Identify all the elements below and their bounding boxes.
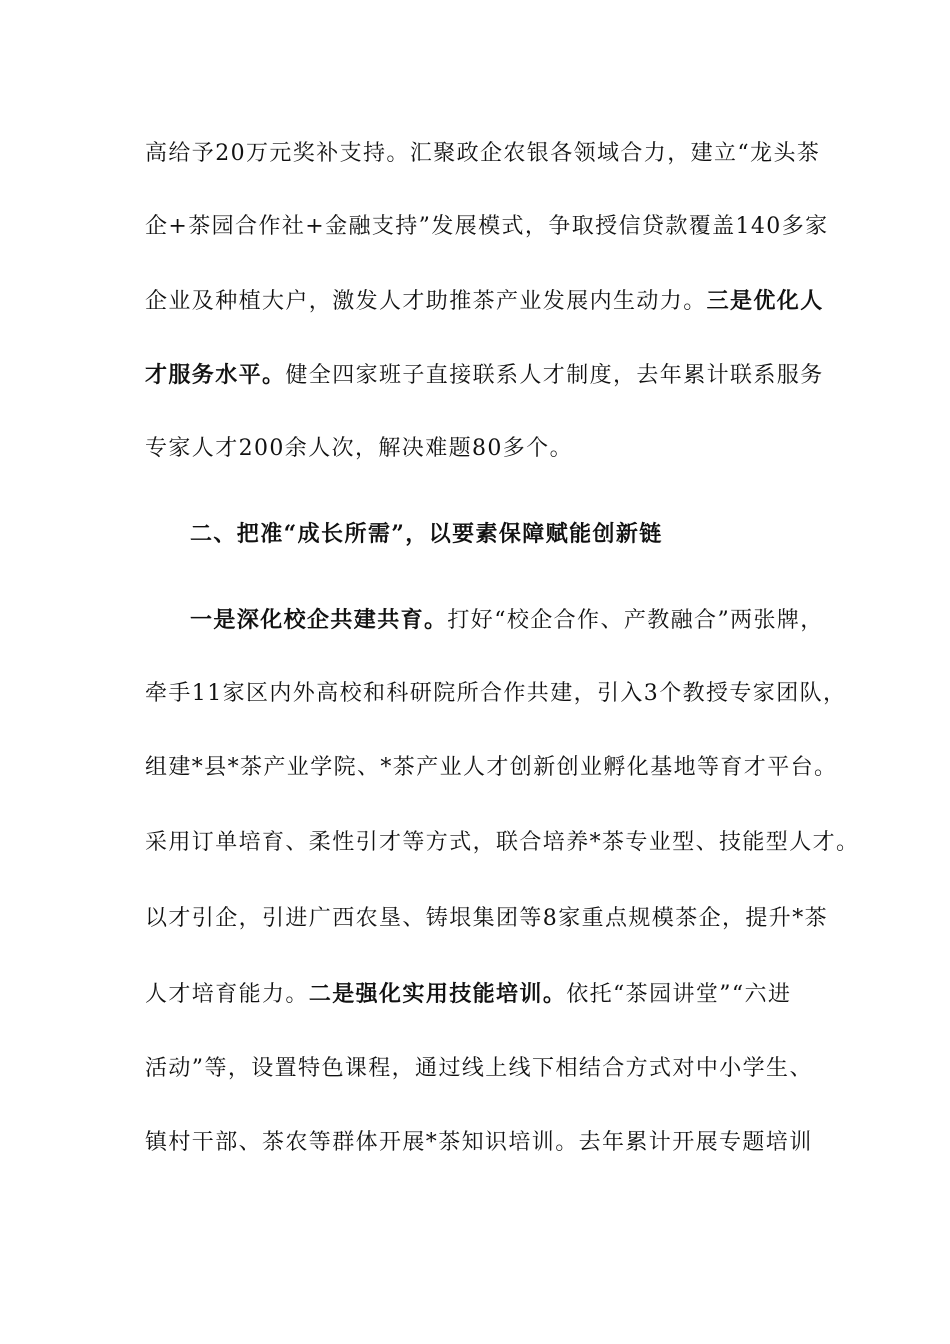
- text-run: 高给予20万元奖补支持。汇聚政企农银各领域合力，建立“龙头茶: [145, 141, 821, 166]
- paragraph-line: [145, 1054, 815, 1084]
- paragraph-line: [145, 904, 828, 934]
- bold-lead-in: 一是深化校企共建共育。: [190, 607, 448, 633]
- paragraph-line: [145, 753, 838, 783]
- text-run: 牵手11家区内外高校和科研院所合作共建，引入3个教授专家团队，: [145, 681, 847, 706]
- text-run: 活动”等，设置特色课程，通过线上线下相结合方式对中小学生、: [145, 1056, 813, 1081]
- paragraph-line: [145, 212, 829, 242]
- text-run: 企业及种植大户，激发人才助推茶产业发展内生动力。: [145, 289, 707, 314]
- text-run: 以才引企，引进广西农垦、铸垠集团等8家重点规模茶企，提升*茶: [145, 906, 828, 931]
- text-run: 专家人才200余人次，解决难题80多个。: [145, 436, 573, 461]
- text-run: 组建*县*茶产业学院、*茶产业人才创新创业孵化基地等育才平台。: [145, 755, 838, 780]
- paragraph-line: [145, 828, 860, 858]
- paragraph-line: [145, 286, 824, 317]
- section-heading: [190, 519, 815, 550]
- section-heading-text: 二、把准“成长所需”，以要素保障赋能创新链: [190, 521, 663, 547]
- text-run: 镇村干部、茶农等群体开展*茶知识培训。去年累计开展专题培训: [145, 1130, 813, 1155]
- paragraph-line: [145, 434, 815, 464]
- paragraph-line: [145, 979, 815, 1010]
- bold-lead-in: 才服务水平。: [145, 362, 286, 388]
- paragraph-line: [145, 679, 847, 709]
- text-run: 采用订单培育、柔性引才等方式，联合培养*茶专业型、技能型人才。: [145, 830, 860, 855]
- bold-lead-in: 二是强化实用技能培训。: [308, 981, 567, 1007]
- text-run: 打好“校企合作、产教融合”两张牌，: [447, 608, 824, 633]
- paragraph-line: [145, 139, 821, 169]
- paragraph-line: [145, 1128, 815, 1158]
- text-run: 健全四家班子直接联系人才制度，去年累计联系服务: [285, 363, 824, 388]
- bold-lead-in: 三是优化人: [706, 288, 824, 314]
- text-run: 人才培育能力。: [145, 982, 309, 1007]
- paragraph-line: [145, 360, 824, 391]
- text-run: 企+茶园合作社+金融支持”发展模式，争取授信贷款覆盖140多家: [145, 214, 829, 239]
- text-run: 依托“茶园讲堂”“六进: [566, 982, 792, 1007]
- paragraph-line: [190, 605, 824, 636]
